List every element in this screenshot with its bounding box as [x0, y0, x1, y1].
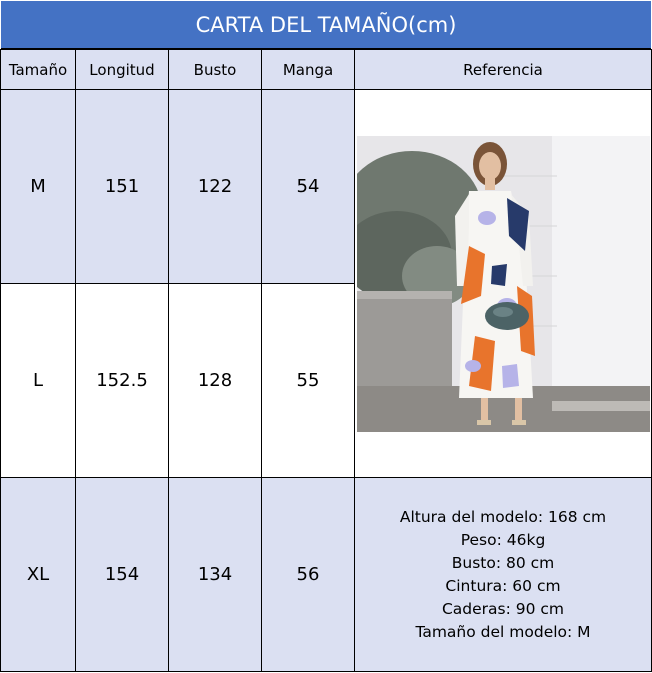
header-row [1, 50, 652, 90]
cell-length: 151 [76, 90, 169, 284]
cell-sleeve: 55 [262, 284, 355, 478]
model-height: Altura del modelo: 168 cm [399, 507, 607, 526]
cell-sleeve: 56 [262, 478, 355, 672]
header-sleeve: Manga [262, 50, 355, 90]
header-length: Longitud [76, 50, 169, 90]
model-weight: Peso: 46kg [460, 530, 546, 549]
model-size: Tamaño del modelo: M [415, 622, 591, 641]
cell-sleeve: 54 [262, 90, 355, 284]
table-row [1, 90, 652, 284]
reference-photo-cell [355, 90, 652, 478]
model-photo [357, 136, 650, 432]
chart-title: CARTA DEL TAMAÑO(cm) [1, 1, 651, 49]
table-row [1, 478, 652, 672]
model-info-cell [355, 478, 652, 672]
header-size: Tamaño [1, 50, 76, 90]
cell-bust: 128 [169, 284, 262, 478]
size-table [0, 49, 652, 672]
cell-size: M [1, 90, 76, 284]
cell-size: XL [1, 478, 76, 672]
cell-bust: 134 [169, 478, 262, 672]
model-waist: Cintura: 60 cm [445, 576, 561, 595]
cell-length: 154 [76, 478, 169, 672]
header-bust: Busto [169, 50, 262, 90]
cell-size: L [1, 284, 76, 478]
cell-bust: 122 [169, 90, 262, 284]
model-bust: Busto: 80 cm [451, 553, 555, 572]
header-reference: Referencia [355, 50, 652, 90]
model-hips: Caderas: 90 cm [441, 599, 565, 618]
cell-length: 152.5 [76, 284, 169, 478]
